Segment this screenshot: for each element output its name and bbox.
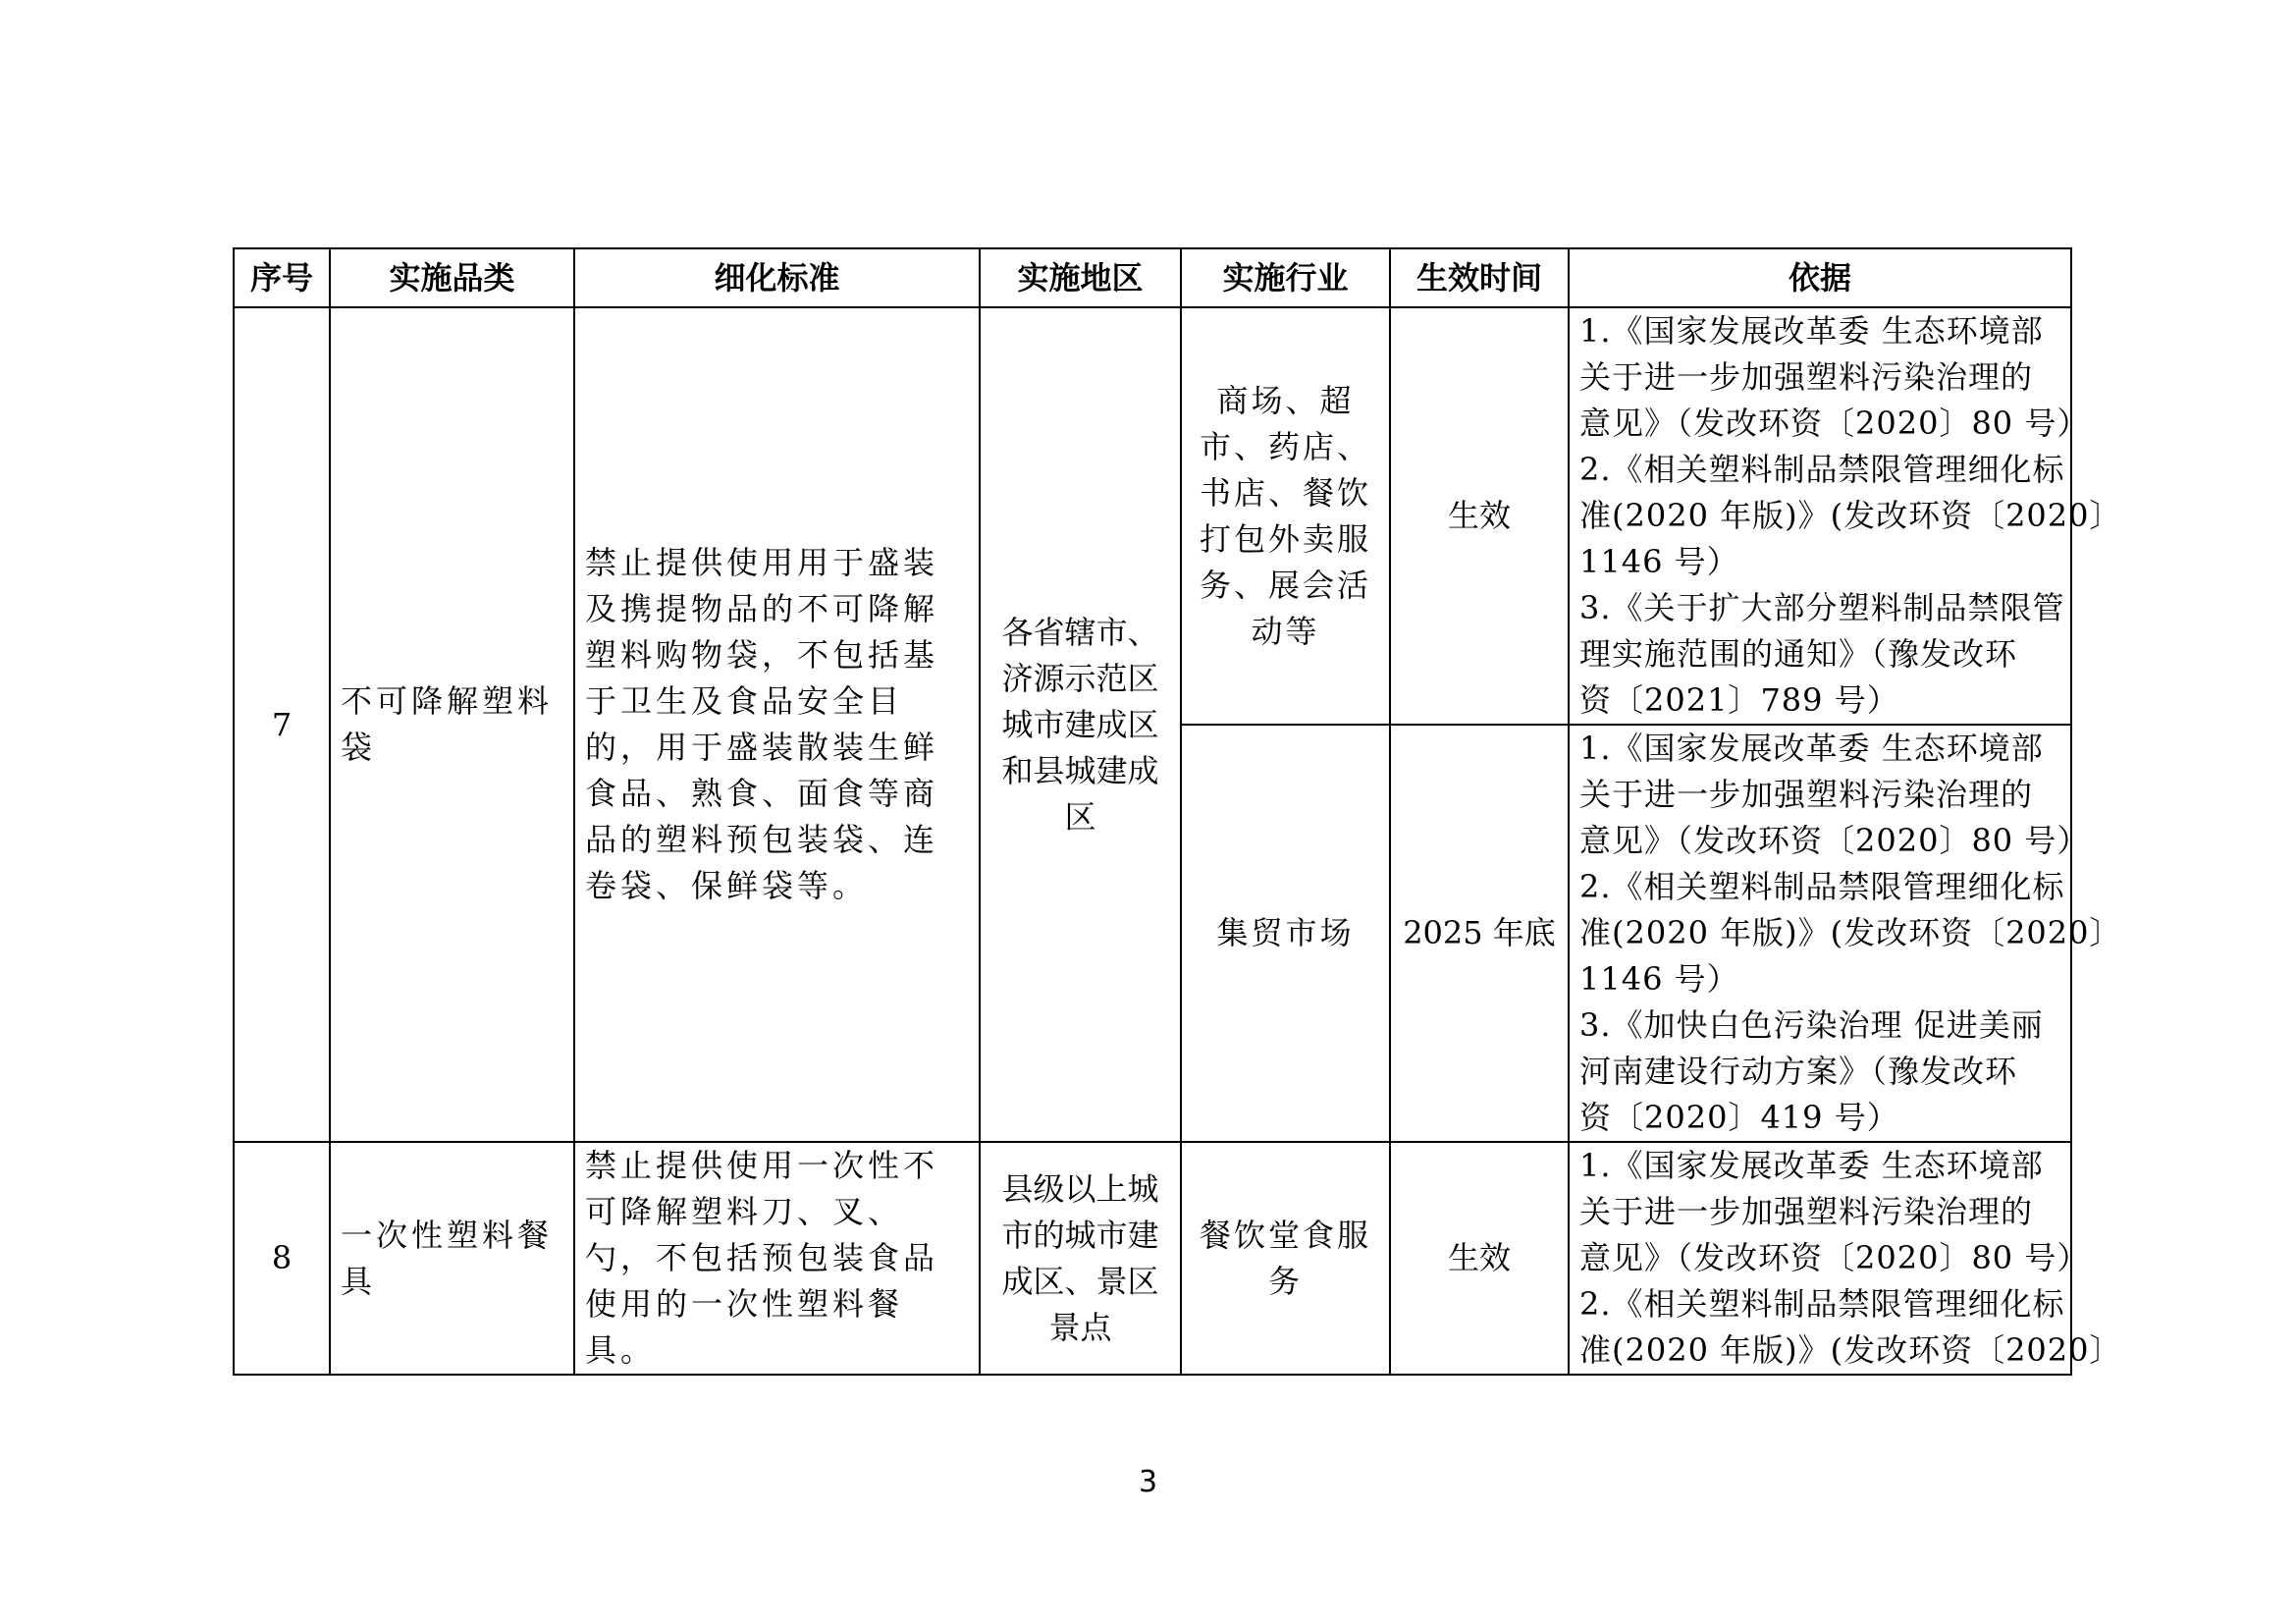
basis-line: 2.《相关塑料制品禁限管理细化标 [1579,451,2065,488]
category-cell: 一次性塑料餐具 [330,1142,574,1375]
header-standard: 细化标准 [574,248,980,307]
region-cell: 各省辖市、济源示范区城市建成区和县城建成区 [980,307,1181,1142]
standard-cell: 禁止提供使用用于盛装及携提物品的不可降解塑料购物袋，不包括基于卫生及食品安全目的，用于盛装散装生鲜食品、熟食、面食等商品的塑料预包装袋、连卷袋、保鲜袋等。 [574,307,980,1142]
effective-time-cell: 生效 [1390,307,1569,725]
basis-line: 准(2020 年版)》(发改环资〔2020〕 [1579,914,2122,951]
basis-line: 1146 号） [1579,543,1739,580]
effective-time-cell: 生效 [1390,1142,1569,1375]
effective-time-cell: 2025 年底 [1390,725,1569,1142]
basis-cell [1569,1142,2122,1375]
basis-line: 河南建设行动方案》（豫发改环 [1579,1053,2018,1090]
basis-line: 3.《加快白色污染治理 促进美丽 [1579,1006,2044,1044]
header-category: 实施品类 [330,248,574,307]
page-number: 3 [1138,1465,1158,1499]
basis-line: 资〔2021〕789 号） [1579,681,1899,719]
header-industry: 实施行业 [1181,248,1390,307]
basis-line: 2.《相关塑料制品禁限管理细化标 [1579,1285,2065,1323]
policy-table [233,247,2122,1376]
basis-line: 关于进一步加强塑料污染治理的 [1579,776,2034,813]
basis-line: 1.《国家发展改革委 生态环境部 [1579,1147,2044,1184]
industry-cell: 商场、超市、药店、书店、餐饮打包外卖服务、展会活动等 [1181,307,1390,725]
region-cell: 县级以上城市的城市建成区、景区景点 [980,1142,1181,1375]
basis-line: 关于进一步加强塑料污染治理的 [1579,358,2034,396]
basis-line: 理实施范围的通知》（豫发改环 [1579,635,2018,673]
standard-cell: 禁止提供使用一次性不可降解塑料刀、叉、勺，不包括预包装食品使用的一次性塑料餐具。 [574,1142,980,1375]
row-number: 7 [234,307,330,1142]
basis-cell [1569,725,2122,1142]
basis-line: 关于进一步加强塑料污染治理的 [1579,1193,2034,1230]
basis-line: 资〔2020〕419 号） [1579,1099,1899,1136]
row-number: 8 [234,1142,330,1375]
header-number: 序号 [234,248,330,307]
category-cell: 不可降解塑料袋 [330,307,574,1142]
basis-line: 2.《相关塑料制品禁限管理细化标 [1579,868,2065,905]
table-row [234,1142,2071,1375]
basis-line: 意见》（发改环资〔2020〕80 号） [1579,1239,2090,1276]
header-effective-time: 生效时间 [1390,248,1569,307]
basis-line: 1.《国家发展改革委 生态环境部 [1579,730,2044,767]
header-basis: 依据 [1569,248,2071,307]
header-region: 实施地区 [980,248,1181,307]
basis-cell [1569,307,2122,725]
industry-cell: 餐饮堂食服务 [1181,1142,1390,1375]
basis-line: 准(2020 年版)》(发改环资〔2020〕 [1579,497,2122,534]
table-row [234,307,2071,725]
basis-line: 3.《关于扩大部分塑料制品禁限管 [1579,589,2065,626]
basis-line: 1146 号） [1579,960,1739,998]
header-row [234,248,2071,307]
basis-line: 准(2020 年版)》(发改环资〔2020〕 [1579,1331,2122,1369]
industry-cell: 集贸市场 [1181,725,1390,1142]
basis-line: 1.《国家发展改革委 生态环境部 [1579,312,2044,350]
basis-line: 意见》（发改环资〔2020〕80 号） [1579,405,2090,442]
basis-line: 意见》（发改环资〔2020〕80 号） [1579,822,2090,859]
